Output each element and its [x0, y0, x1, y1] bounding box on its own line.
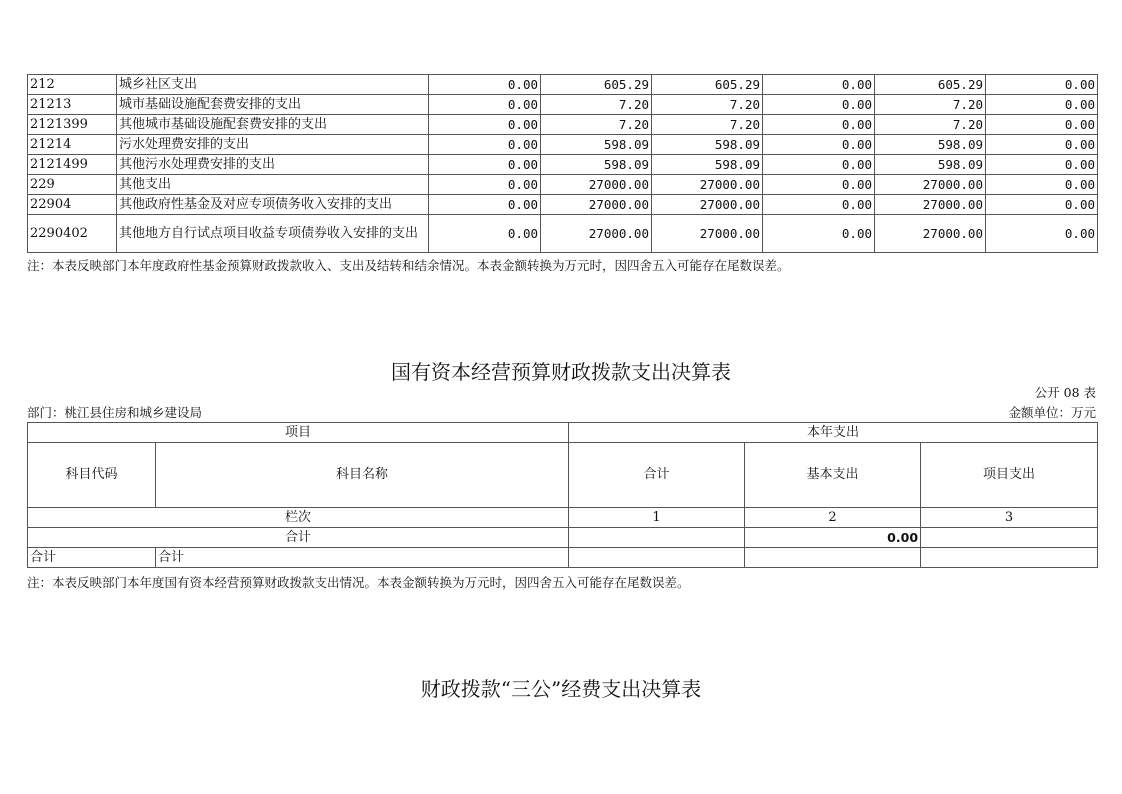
value-cell: 27000.00 — [875, 175, 986, 195]
amount-unit: 金额单位：万元 — [1008, 405, 1096, 420]
value-cell: 0.00 — [429, 135, 541, 155]
value-cell: 27000.00 — [652, 175, 763, 195]
subject-code: 21213 — [28, 95, 117, 115]
total-row — [28, 528, 1098, 548]
value-cell: 0.00 — [986, 75, 1098, 95]
total-header: 合计 — [569, 443, 745, 508]
table-row — [28, 195, 1098, 215]
value-cell: 7.20 — [652, 95, 763, 115]
value-cell: 7.20 — [541, 115, 652, 135]
value-cell: 598.09 — [652, 135, 763, 155]
value-cell: 0.00 — [763, 215, 875, 253]
value-cell: 0.00 — [763, 115, 875, 135]
value-cell: 0.00 — [429, 215, 541, 253]
subject-name: 其他政府性基金及对应专项债务收入安排的支出 — [117, 195, 429, 215]
fund-expenditure-table — [27, 74, 1098, 253]
value-cell: 0.00 — [429, 155, 541, 175]
value-cell: 0.00 — [986, 215, 1098, 253]
value-cell: 0.00 — [986, 135, 1098, 155]
value-cell: 27000.00 — [541, 195, 652, 215]
value-cell: 27000.00 — [652, 215, 763, 253]
total-row-basic: 0.00 — [745, 528, 921, 548]
value-cell: 0.00 — [763, 75, 875, 95]
total-row-project — [921, 528, 1098, 548]
table-row — [28, 75, 1098, 95]
value-cell: 598.09 — [875, 135, 986, 155]
value-cell: 27000.00 — [541, 215, 652, 253]
table-row — [28, 135, 1098, 155]
sum-row-code: 合计 — [28, 548, 156, 568]
name-header: 科目名称 — [156, 443, 569, 508]
value-cell: 605.29 — [652, 75, 763, 95]
table-row — [28, 175, 1098, 195]
value-cell: 598.09 — [875, 155, 986, 175]
state-capital-title: 国有资本经营预算财政拨款支出决算表 — [391, 360, 731, 384]
total-row-total — [569, 528, 745, 548]
value-cell: 0.00 — [763, 135, 875, 155]
subject-code: 212 — [28, 75, 117, 95]
project-exp-header: 项目支出 — [921, 443, 1098, 508]
sum-row — [28, 548, 1098, 568]
fund-table-body — [28, 75, 1098, 253]
value-cell: 0.00 — [986, 155, 1098, 175]
value-cell: 0.00 — [429, 195, 541, 215]
value-cell: 0.00 — [986, 175, 1098, 195]
sum-row-project — [921, 548, 1098, 568]
table-row — [28, 115, 1098, 135]
value-cell: 605.29 — [541, 75, 652, 95]
value-cell: 598.09 — [652, 155, 763, 175]
subject-name: 其他地方自行试点项目收益专项债券收入安排的支出 — [117, 215, 429, 253]
col-2: 2 — [745, 508, 921, 528]
total-row-label: 合计 — [28, 528, 569, 548]
state-capital-note: 注：本表反映部门本年度国有资本经营预算财政拨款支出情况。本表金额转换为万元时，因四舍五入可能存在尾数误差。 — [27, 575, 690, 590]
value-cell: 27000.00 — [875, 195, 986, 215]
column-number-row — [28, 508, 1098, 528]
subject-code: 22904 — [28, 195, 117, 215]
value-cell: 598.09 — [541, 155, 652, 175]
value-cell: 0.00 — [763, 175, 875, 195]
subject-code: 229 — [28, 175, 117, 195]
value-cell: 605.29 — [875, 75, 986, 95]
subject-name: 其他污水处理费安排的支出 — [117, 155, 429, 175]
state-capital-table — [27, 422, 1098, 568]
subject-name: 污水处理费安排的支出 — [117, 135, 429, 155]
value-cell: 27000.00 — [541, 175, 652, 195]
value-cell: 7.20 — [652, 115, 763, 135]
column-no-label: 栏次 — [28, 508, 569, 528]
value-cell: 27000.00 — [652, 195, 763, 215]
table-row — [28, 95, 1098, 115]
value-cell: 0.00 — [986, 195, 1098, 215]
current-year-header: 本年支出 — [569, 423, 1098, 443]
col-1: 1 — [569, 508, 745, 528]
value-cell: 0.00 — [429, 115, 541, 135]
header-row-2 — [28, 443, 1098, 508]
value-cell: 27000.00 — [875, 215, 986, 253]
form-number: 公开 08 表 — [1034, 385, 1096, 400]
value-cell: 0.00 — [986, 115, 1098, 135]
table-row — [28, 215, 1098, 253]
value-cell: 7.20 — [875, 115, 986, 135]
subject-name: 城乡社区支出 — [117, 75, 429, 95]
subject-code: 2290402 — [28, 215, 117, 253]
value-cell: 0.00 — [429, 75, 541, 95]
col-3: 3 — [921, 508, 1098, 528]
subject-name: 其他城市基础设施配套费安排的支出 — [117, 115, 429, 135]
department-label: 部门：桃江县住房和城乡建设局 — [27, 405, 203, 420]
subject-name: 其他支出 — [117, 175, 429, 195]
header-row-1 — [28, 423, 1098, 443]
project-header: 项目 — [28, 423, 569, 443]
value-cell: 0.00 — [429, 175, 541, 195]
table-row — [28, 155, 1098, 175]
sum-row-basic — [745, 548, 921, 568]
value-cell: 0.00 — [763, 155, 875, 175]
value-cell: 0.00 — [763, 195, 875, 215]
basic-header: 基本支出 — [745, 443, 921, 508]
subject-code: 2121399 — [28, 115, 117, 135]
value-cell: 7.20 — [541, 95, 652, 115]
value-cell: 7.20 — [875, 95, 986, 115]
subject-code: 2121499 — [28, 155, 117, 175]
sum-row-name: 合计 — [156, 548, 569, 568]
value-cell: 598.09 — [541, 135, 652, 155]
fund-table-note: 注：本表反映部门本年度政府性基金预算财政拨款收入、支出及结转和结余情况。本表金额转换为万元时，因四舍五入可能存在尾数误差。 — [27, 258, 790, 273]
value-cell: 0.00 — [986, 95, 1098, 115]
code-header: 科目代码 — [28, 443, 156, 508]
three-public-title: 财政拨款“三公”经费支出决算表 — [420, 677, 702, 701]
sum-row-total — [569, 548, 745, 568]
value-cell: 0.00 — [763, 95, 875, 115]
subject-code: 21214 — [28, 135, 117, 155]
value-cell: 0.00 — [429, 95, 541, 115]
subject-name: 城市基础设施配套费安排的支出 — [117, 95, 429, 115]
